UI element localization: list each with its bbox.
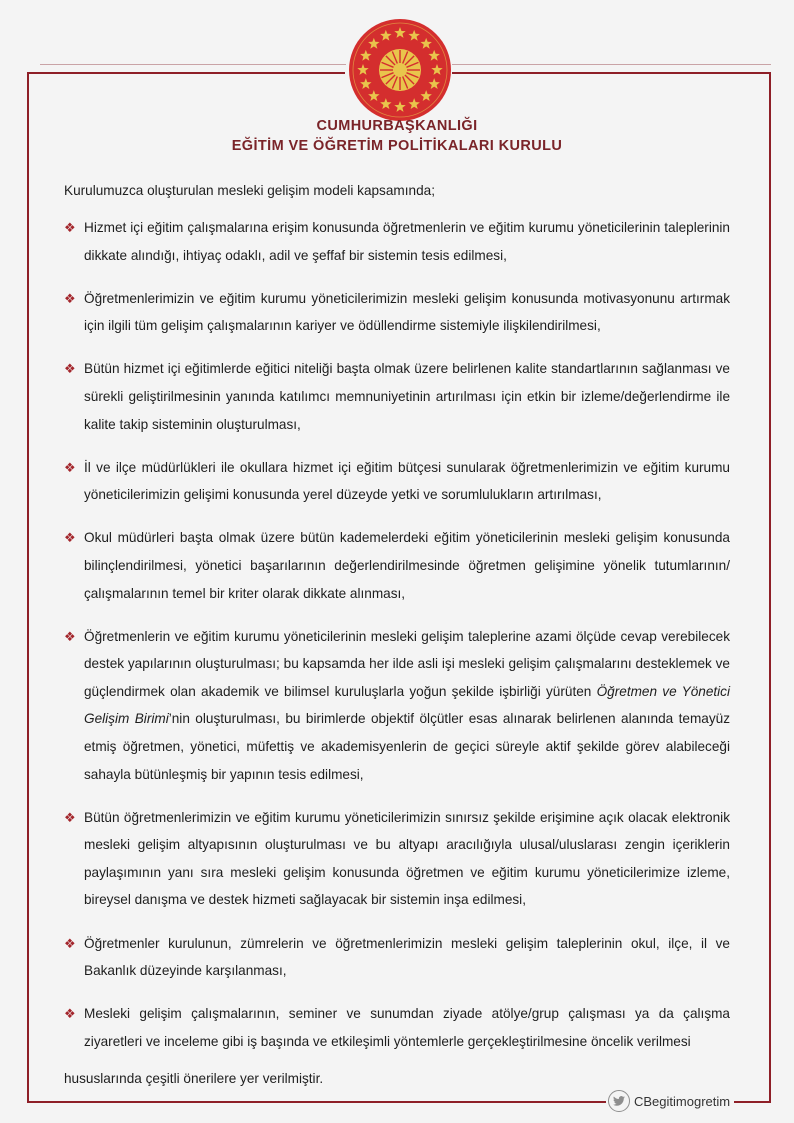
social-handle[interactable] [606,1088,734,1114]
item-text: Bütün hizmet içi eğitimlerde eğitici niteliği başta olmak üzere belirlenen kalite standartlarının sağlanması ve sürekli geliştirilmesinin yanında katılımcı memnuniyetinin artırılması için etkin bir izleme/değerlendirme ile kalite takip sisteminin oluşturulması, [84,361,730,432]
frame-line [40,64,346,65]
diamond-bullet-icon: ❖ [64,809,76,825]
list-item [62,214,730,269]
item-text: Okul müdürleri başta olmak üzere bütün kademelerdeki eğitim yöneticilerinin mesleki gelişim konusunda bilinçlendirilmesi, yönetici başarılarının değerlendirilmesinde öğretmen gelişimine yönelik tutumlarının/çalışmalarının temel bir kriter olarak dikkate alınması, [84,530,730,601]
item-text: Hizmet içi eğitim çalışmalarına erişim konusunda öğretmenlerin ve eğitim kurumu yöneticilerinin taleplerinin dikkate alındığı, ihtiyaç odaklı, adil ve şeffaf bir sistemin tesis edilmesi, [84,220,730,263]
closing-text: hususlarında çeşitli önerilere yer verilmiştir. [64,1071,324,1086]
diamond-bullet-icon: ❖ [64,1006,76,1022]
diamond-bullet-icon: ❖ [64,628,76,644]
frame-border [452,72,770,74]
twitter-icon [608,1090,630,1112]
diamond-bullet-icon: ❖ [64,290,76,306]
unit-name-italic: Öğretmen ve Yönetici Gelişim Birimi [84,683,730,727]
frame-border [27,72,29,1102]
list-item [62,285,730,340]
title-line-1: CUMHURBAŞKANLIĞI [316,118,478,134]
title-line-2: EĞİTİM VE ÖĞRETİM POLİTİKALARI KURULU [231,138,563,154]
diamond-bullet-icon: ❖ [64,530,76,546]
diamond-bullet-icon: ❖ [64,459,76,475]
item-text: Öğretmenlerin ve eğitim kurumu yöneticilerinin mesleki gelişim taleplerine azami ölçüde cevap verebilecek destek yapılarının oluşturulması; bu kapsamda her ilde asli işi mesleki gelişim çalışmalarını desteklemek ve güçlendirmek olan akademik ve bilimsel kuruluşlarla yoğun şekilde işbirliği yürüten [84,628,730,699]
item-text: Bütün öğretmenlerimizin ve eğitim kurumu yöneticilerimizin sınırsız şekilde erişimine açık olacak elektronik mesleki gelişim altyapısının oluşturulması ve bu altyapı aracılığıyla ulusal/uluslarası zengin içeriklerin paylaşımının yanı sıra mesleki gelişim konusunda öğretmen ve eğitim kurumu yöneticilerimize izleme, bireysel danışma ve destek hizmeti sağlayacak bir sistemin inşa edilmesi, [84,809,730,908]
handle-text: CBegitimogretim [634,1093,731,1109]
list-item [62,930,730,985]
item-text: İl ve ilçe müdürlükleri ile okullara hizmet içi eğitim bütçesi sunularak öğretmenlerimizin ve eğitim kurumu yöneticilerimizin gelişimi konusunda yerel düzeyde yetki ve sorumlulukların artırılması, [84,459,730,503]
recommendation-list [62,214,730,1071]
diamond-bullet-icon: ❖ [64,220,76,235]
item-text: ’nin oluşturulması, bu birimlerde objektif ölçütler esas alınarak belirlenen alanında temayüz etmiş öğretmen, yönetici, müfettiş ve akademisyenlerin de geçici süreyle aktif şekilde görev alabileceği sahayla bütünleşmiş bir yapının tesis edilmesi, [84,711,730,782]
list-item [62,804,730,914]
list-item [62,355,730,438]
list-item [62,623,730,789]
frame-border [27,72,345,74]
diamond-bullet-icon: ❖ [64,361,76,377]
page-title [0,116,794,156]
item-text: Mesleki gelişim çalışmalarının, seminer ve sunumdan ziyade atölye/grup çalışması ya da çalışma ziyaretleri ve inceleme gibi iş başında ve etkileşimli yöntemlerle gerçekleştirilmesine öncelik verilmesi [84,1006,730,1049]
list-item [62,454,730,509]
diamond-bullet-icon: ❖ [64,935,76,951]
frame-border [769,72,771,1102]
item-text: Öğretmenlerimizin ve eğitim kurumu yöneticilerimizin mesleki gelişim konusunda motivasyonunu artırmak için ilgili tüm gelişim çalışmalarının kariyer ve ödüllendirme sistemiyle ilişkilendirilmesi, [84,290,730,334]
list-item [62,1000,730,1055]
item-text: Öğretmenler kurulunun, zümrelerin ve öğretmenlerimizin mesleki gelişim taleplerinin okul, ilçe, il ve Bakanlık düzeyinde karşılanması, [84,935,730,979]
list-item [62,524,730,607]
presidential-seal-icon [348,18,452,122]
frame-line [452,64,771,65]
intro-text: Kurulumuzca oluşturulan mesleki gelişim modeli kapsamında; [64,183,435,198]
